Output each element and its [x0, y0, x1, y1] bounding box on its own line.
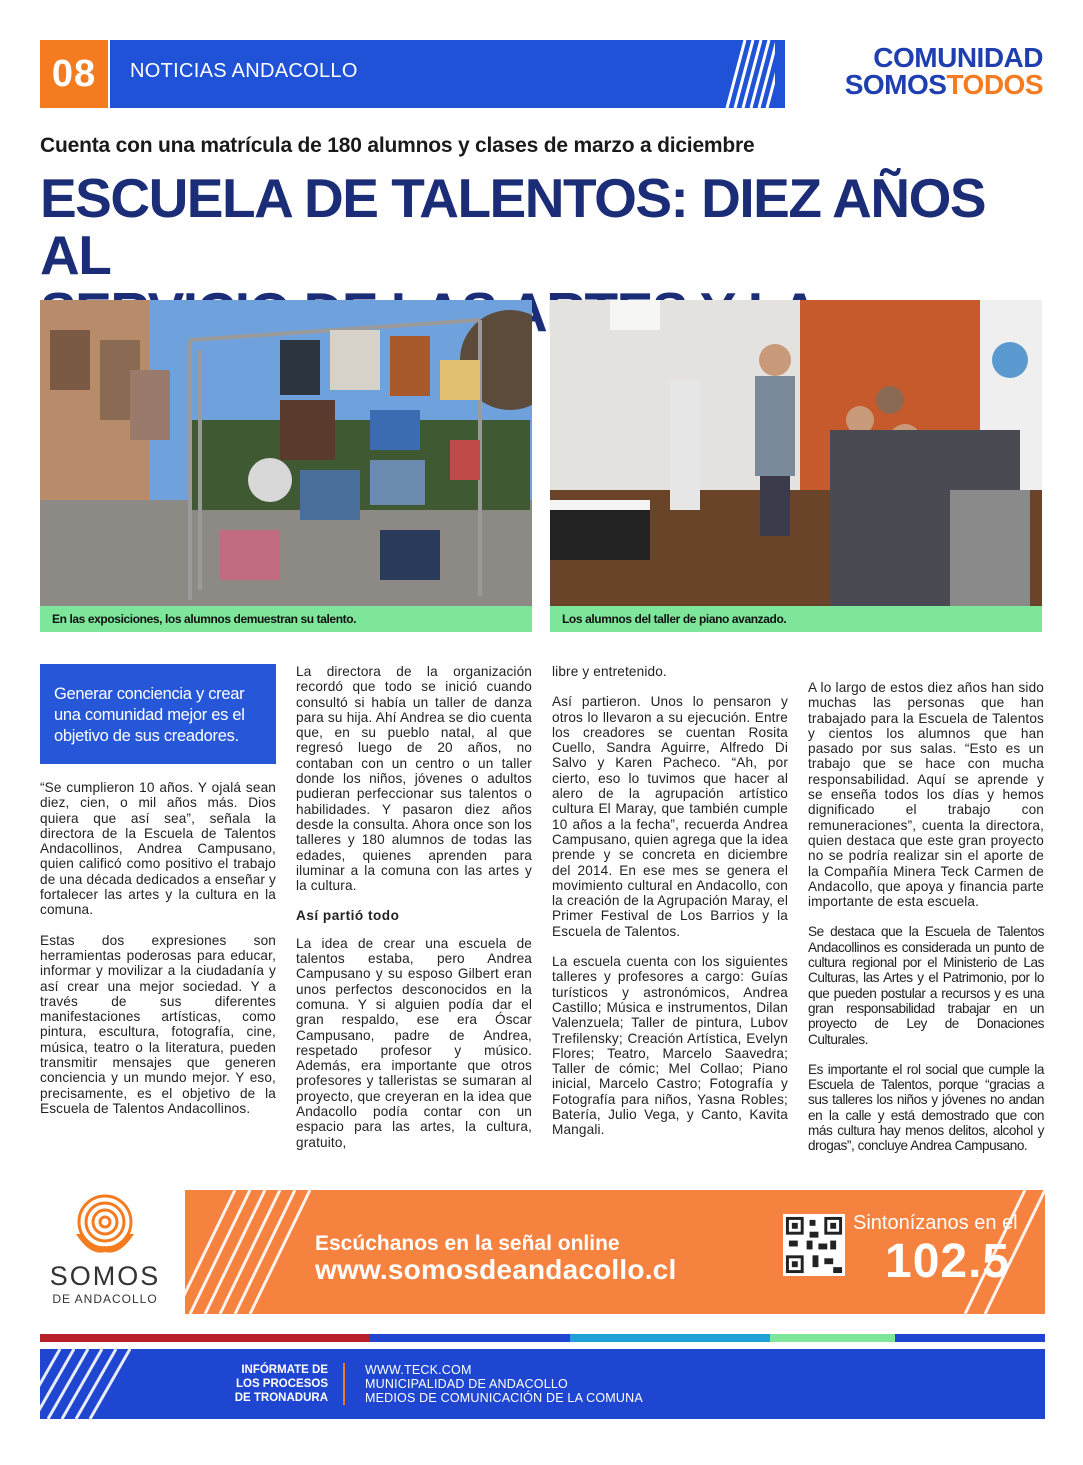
col4-paragraph-1: A lo largo de estos diez años han sido muchas las personas que han trabajado para la Escuela de Talentos y cientos los alumnos que han pasado por sus salas. “Esto es un trabajo que se hace con mucha responsabilidad. Aquí se aprende y se enseña todos los días y hemos dignificado el trabajo con remuneraciones”, cuenta la directora, quien destaca que este gran proyecto no se podría realizar sin el aporte de la Compañía Minera Teck Carmen de Andacollo, que apoya y financia parte importante de esta escuela.	[808, 680, 1044, 910]
column-1	[40, 780, 276, 1131]
footer-left	[218, 1363, 328, 1405]
brand-todos: TODOS	[946, 69, 1043, 100]
col1-paragraph-1: “Se cumplieron 10 años. Y ojalá sean diez, cien, o mil años más. Dios quiera que así sea”, señala la directora de la Escuela de Talentos Andacollinos, Andrea Campusano, quien calificó como positivo el trabajo de una década dedicados a enseñar y fortalecer las artes y la cultura en la comuna.	[40, 780, 276, 918]
ad-frequency: 102.5	[885, 1235, 1011, 1288]
caption-right: Los alumnos del taller de piano avanzado.	[550, 606, 1042, 632]
footer-left-line-3: DE TRONADURA	[234, 1392, 328, 1404]
footer-left-line-1: INFÓRMATE DE	[241, 1364, 328, 1376]
stripes-decoration	[715, 40, 775, 108]
col4-paragraph-3: Es importante el rol social que cumple la Escuela de Talentos, porque “gracias a sus talleres los niños y jóvenes no andan en la calle y está demostrado que con más cultura hay menos delitos, alcohol y drogas”, concluye Andrea Campusano.	[808, 1061, 1044, 1154]
col3-paragraph-3: La escuela cuenta con los siguientes talleres y profesores a cargo: Guías turísticos y astronómicos, Andrea Castillo; Música e instrumentos, Dilan Valenzuela; Taller de pintura, Lubov Trefilensky; Creación Artística, Evelyn Flores; Teatro, Marcelo Saavedra; Taller de cómic; Mel Collao; Piano inicial, Marcelo Castro; Fotografía y Fotografía para niños, Yasna Robles; Batería, Julio Vega, y Canto, Kavita Mangali.	[552, 954, 788, 1138]
col3-paragraph-2: Así partieron. Unos lo pensaron y otros lo llevaron a su ejecución. Entre los creadores se cuentan Rosita Cuello, Sandra Aguirre, Alfredo Di Salvo y Karen Pacheco. “Ah, por cierto, eso lo tuvimos que hacer al alero de la agrupación artístico cultura El Maray, que también cumple 10 años a la fecha”, recuerda Andrea Campusano, quien agrega que la idea prende y se concreta en diciembre del 2014. En ese mes se genera el movimiento cultural en Andacollo, con la creación de la Agrupación Maray, el Primer Festival de Los Barrios y la Escuela de Talentos.	[552, 694, 788, 939]
piano-class-photo	[550, 300, 1042, 606]
col2-paragraph-2: La idea de crear una escuela de talentos estaba, pero Andrea Campusano y su esposo Gilbert eran unos perfectos desconocidos en la comuna. Y si alguien podía dar el gran respaldo, ese era Óscar Campusano, padre de Andrea, respetado profesor y músico. Además, era importante que otros profesores y talleristas se sumaran al proyecto, que creyeran en la idea que Andacollo podía contar con un espacio para las artes, la cultura, gratuito,	[296, 935, 532, 1150]
footer-line-municipalidad: MUNICIPALIDAD DE ANDACOLLO	[365, 1377, 568, 1391]
brand-somos: SOMOS	[844, 69, 947, 100]
brand-logo	[845, 44, 1043, 98]
page-header	[40, 40, 785, 108]
qr-code-icon	[783, 1214, 845, 1276]
brand-line-1: COMUNIDAD	[873, 42, 1043, 73]
section-title: NOTICIAS ANDACOLLO	[130, 60, 358, 82]
subheading: Así partió todo	[296, 908, 400, 924]
footer-stripes-decoration	[40, 1349, 200, 1419]
ad-website-link[interactable]: www.somosdeandacollo.cl	[315, 1254, 677, 1285]
footer-separator	[343, 1363, 345, 1405]
col1-paragraph-2: Estas dos expresiones son herramientas poderosas para educar, informar y movilizar a la ciudadanía y así crear una mejor sociedad. Y a través de sus diferentes manifestaciones artísticas, como pintura, escultura, fotografía, cine, música, teatro o la literatura, pueden transmitir mensajes que generen conciencia y un mundo mejor. Y eso, precisamente, es el objetivo de la Escuela de Talentos Andacollinos.	[40, 932, 276, 1116]
caption-left: En las exposiciones, los alumnos demuestran su talento.	[40, 606, 532, 632]
column-3	[552, 664, 788, 1153]
column-4	[808, 680, 1044, 1169]
logo-name: SOMOS	[49, 1261, 161, 1291]
somos-logo	[40, 1190, 170, 1314]
ad-tune-text: Sintonízanos en el	[853, 1212, 1018, 1234]
headline-line-1: ESCUELA DE TALENTOS: DIEZ AÑOS AL	[40, 167, 986, 286]
footer-link-teck[interactable]: WWW.TECK.COM	[365, 1363, 472, 1377]
footer-right	[365, 1363, 643, 1405]
color-divider	[40, 1334, 1045, 1342]
col2-paragraph-1: La directora de la organización recordó que todo se inició cuando consultó si había un taller de danza para su hija. Ahí Andrea se dio cuenta que, en su pueblo natal, al que regresó luego de 20 años, no contaban con un centro o un taller donde los niños, jóvenes o adultos pudieran perfeccionar sus talentos o habilidades. Y pasaron diez años desde la consulta. Ahora once son los talleres y 180 alumnos de todas las edades, quienes aprenden para iluminar a la comuna con las artes y la cultura.	[296, 664, 532, 894]
logo-sub: DE ANDACOLLO	[52, 1292, 158, 1306]
footer-left-line-2: LOS PROCESOS	[235, 1378, 328, 1390]
page-number: 08	[40, 40, 108, 108]
radio-ad-banner[interactable]	[185, 1190, 1045, 1314]
brand-line-2	[845, 71, 1043, 98]
pullquote-box: Generar conciencia y crear una comunidad mejor es el objetivo de sus creadores.	[40, 664, 276, 764]
article-kicker: Cuenta con una matrícula de 180 alumnos y clases de marzo a diciembre	[40, 134, 755, 157]
ad-line-1: Escúchanos en la señal online	[315, 1232, 620, 1255]
footer-line-medios: MEDIOS DE COMUNICACIÓN DE LA COMUNA	[365, 1391, 643, 1405]
sun-hands-icon	[70, 1190, 140, 1260]
footer-bar	[40, 1349, 1045, 1419]
column-2	[296, 664, 532, 1165]
col4-paragraph-2: Se destaca que la Escuela de Talentos Andacollinos es considerada un punto de cultura regional por el Ministerio de Las Culturas, las Artes y el Patrimonio, por lo que pueden postular a recursos y es una gran responsabilidad trabajar en un proyecto de Ley de Donaciones Culturales.	[808, 924, 1044, 1047]
section-bar	[110, 40, 785, 108]
exhibition-photo	[40, 300, 532, 606]
col3-paragraph-1: libre y entretenido.	[552, 664, 667, 679]
